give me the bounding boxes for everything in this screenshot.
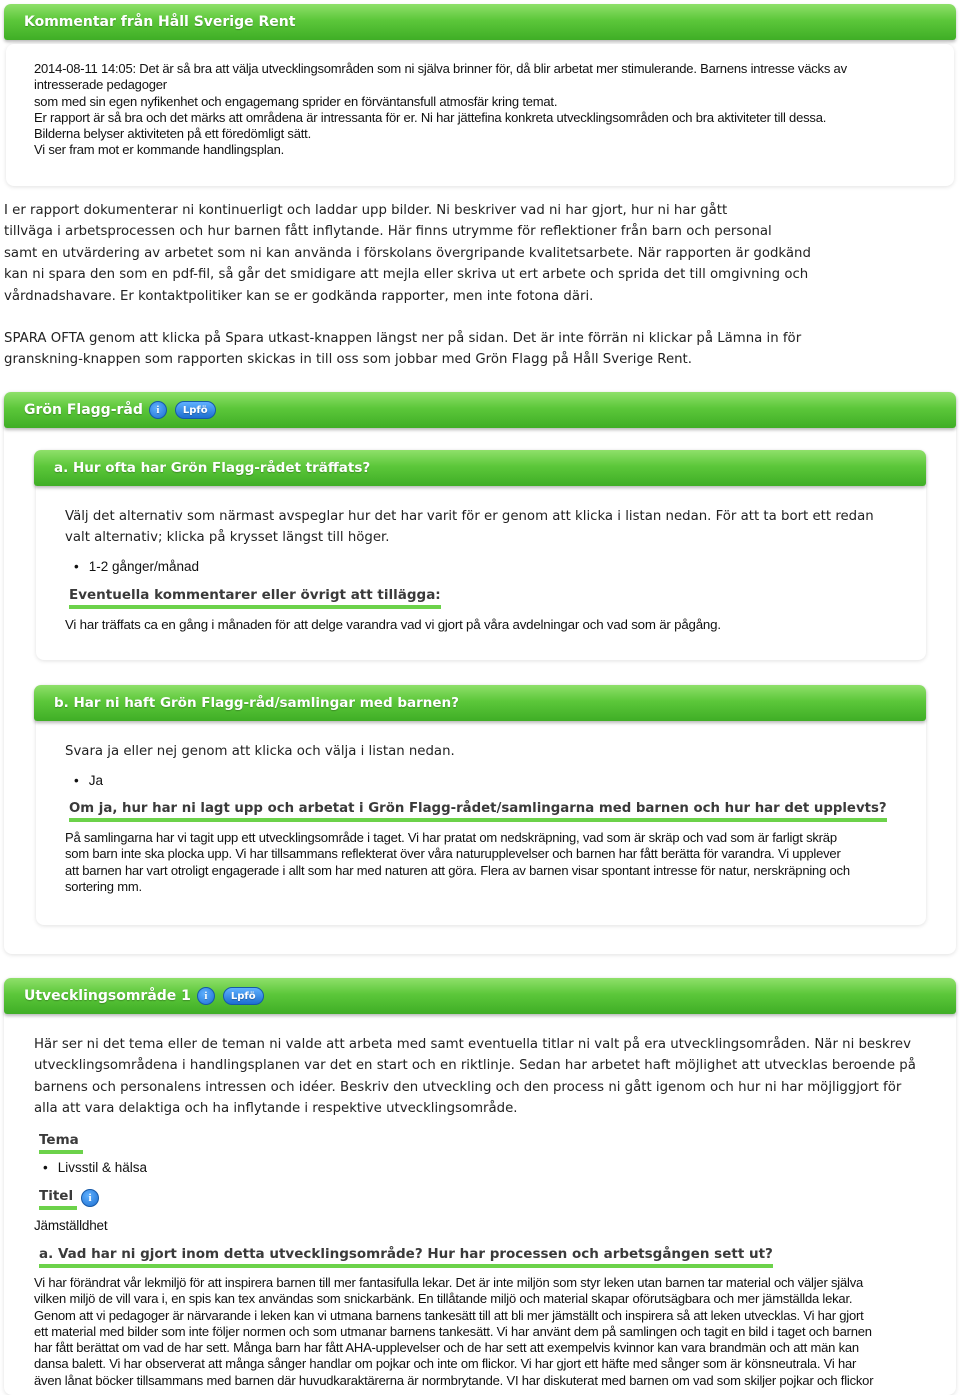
text-line: även lånat böcker tillsammans med barnen där huvudkaraktärerna är normbrytande. VI har diskuterat med barnen om vad som skiljer pojkar och flickor xyxy=(34,1372,874,1388)
comment-line: intresserade pedagoger xyxy=(34,77,167,93)
text-line: sortering mm. xyxy=(65,878,142,894)
text-line: Välj det alternativ som närmast avspeglar hur det har varit för er genom att klicka i listan nedan. För att ta bort ett redan xyxy=(65,509,874,524)
text-line: tillväga i arbetsprocessen och hur barnen fått inflytande. Här finns utrymme för reflektioner från barn och personal xyxy=(4,224,772,240)
selected-option[interactable]: • Ja xyxy=(74,773,103,788)
titel-label-text: Titel xyxy=(39,1188,74,1204)
lpfo-badge[interactable]: Lpfö xyxy=(175,401,216,419)
text-line: vårdnadshavare. Er kontaktpolitiker kan se er godkända rapporter, men inte fotona däri. xyxy=(4,288,594,304)
text-line: samt en utvärdering av arbetet som ni kan använda i förskolans övergripande kvalitetsarbete. När rapporten är godkänd xyxy=(4,245,811,261)
comment-line: Er rapport är så bra och det märks att områdena är intressanta för er. Ni har jättefina konkreta utvecklingsområden och bra aktiviteter till dessa. xyxy=(34,109,827,125)
section-header-kommentar xyxy=(4,4,956,40)
section-title: Grön Flagg-råd xyxy=(24,402,143,418)
text-line: utvecklingsområdena i handlingsplanen var det en start och en riktlinje. Sedan har arbetet haft möjlighet att utvecklas beroende på xyxy=(34,1058,916,1074)
comment-label: Eventuella kommentarer eller övrigt att tillägga: xyxy=(69,587,441,609)
text-line: valt alternativ; klicka på krysset längst till höger. xyxy=(65,530,390,546)
titel-label xyxy=(39,1188,77,1210)
text-line: har fått berättat om vad de har sett. Många barn har fått AHA-upplevelser och de har sett att exempelvis kvinnor kan vara brandmän och att män kan xyxy=(34,1340,859,1356)
intro-paragraph-2 xyxy=(4,328,954,371)
text-line: ett material med bilder som inte följer normen och som utmanar barnens tankesätt. Vi har använt dem på samlingen och tagit en bild i taget och barnen xyxy=(34,1323,872,1339)
text-line: I er rapport dokumenterar ni kontinuerligt och laddar upp bilder. Ni beskriver vad ni har gjort, hur ni har gått xyxy=(4,203,728,218)
comment-panel xyxy=(6,44,954,186)
question-title: a. Hur ofta har Grön Flagg-rådet träffats? xyxy=(54,460,371,476)
text-line: kan ni spara den som en pdf-fil, så går det smidigare att mejla eller skriva ut ert arbete och sprida det till omgivning och xyxy=(4,267,809,283)
utvecklingsomrade-intro xyxy=(34,1034,934,1120)
text-line: barnens och personalens intressen och idéer. Beskriv den utveckling och den process ni gått igenom och hur ni har möjliggjort för xyxy=(34,1079,902,1095)
text-line: att barnen har vart otroligt engagerade i allt som har med naturen att göra. Flera av barnen visar spontant intresse för natur, nerskräpning och xyxy=(65,862,850,878)
text-line: Vi har förändrat vår lekmiljö för att inspirera barnen till mer fantasifulla lekar. Det är inte miljön som styr leken utan barnen tar material och väljer själva xyxy=(34,1275,864,1290)
info-icon[interactable]: i xyxy=(149,401,167,419)
text-line: granskning-knappen som rapporten skickas in till oss som jobbar med Grön Flagg på Håll Sverige Rent. xyxy=(4,352,692,368)
comment-line: som med sin egen nyfikenhet och engagemang sprider en förväntansfull atmosfär kring temat. xyxy=(34,93,558,109)
titel-value: Jämställdhet xyxy=(34,1218,108,1233)
section-header-utvecklingsomrade xyxy=(4,978,956,1014)
selected-option[interactable]: • 1-2 gånger/månad xyxy=(74,559,199,574)
followup-label: Om ja, hur har ni lagt upp och arbetat i Grön Flagg-rådet/samlingarna med barnen och hur har det upplevts? xyxy=(69,801,887,822)
comment-text xyxy=(34,61,934,159)
info-icon[interactable]: i xyxy=(197,987,215,1005)
text-line: dansa balett. Vi har observerat att många sånger handlar om pojkar och inte om flickor. Vi har gjort ett häfte med sånger som är könsneutrala. Vi har xyxy=(34,1356,857,1372)
text-line: På samlingarna har vi tagit upp ett utvecklingsområde i taget. Vi har pratat om nedskräpning, vad som är skräp och vad som är farligt skräp xyxy=(65,830,837,845)
tema-label: Tema xyxy=(39,1132,83,1154)
question-b-header xyxy=(34,685,926,721)
tema-value: • Livsstil & hälsa xyxy=(43,1160,147,1175)
comment-line: 2014-08-11 14:05: Det är så bra att välja utvecklingsområden som ni själva brinner för, då blir arbetat mer stimulerande. Barnens intresse väcks av xyxy=(34,61,847,76)
titel-info-icon[interactable]: i xyxy=(81,1189,99,1207)
comment-value: Vi har träffats ca en gång i månaden för att delge varandra vad vi gjort på våra avdelningar och vad som är pågång. xyxy=(65,617,721,632)
question-a-header xyxy=(34,450,926,486)
text-line: Här ser ni det tema eller de teman ni valde att arbeta med samt eventuella titlar ni valt på era utvecklingsområden. När ni beskrev xyxy=(34,1037,911,1052)
question-a-instruction xyxy=(65,506,925,549)
intro-paragraph-1 xyxy=(4,200,954,307)
question-b-instruction: Svara ja eller nej genom att klicka och välja i listan nedan. xyxy=(65,744,455,759)
question-title: b. Har ni haft Grön Flagg-råd/samlingar med barnen? xyxy=(54,695,459,711)
text-line: alla att vara delaktiga och ha inflytande i respektive utvecklingsområde. xyxy=(34,1101,518,1117)
section-title: Kommentar från Håll Sverige Rent xyxy=(24,14,296,30)
text-line: vilken miljö de vill vara i, en spis kan tex användas som snickarbänk. En tillåtande miljö och material skapar oförutsägbara och mer jämställda lekar. xyxy=(34,1291,853,1307)
comment-line: Vi ser fram mot er kommande handlingsplan. xyxy=(34,142,285,158)
question-b-answer xyxy=(65,830,925,895)
lpfo-badge[interactable]: Lpfö xyxy=(223,987,264,1005)
process-answer xyxy=(34,1275,934,1389)
process-question: a. Vad har ni gjort inom detta utvecklingsområde? Hur har processen och arbetsgången sett ut? xyxy=(39,1246,773,1268)
comment-line: Bilderna belyser aktiviteten på ett föredömligt sätt. xyxy=(34,126,311,142)
section-header-gron-flagg-rad xyxy=(4,392,956,428)
text-line: SPARA OFTA genom att klicka på Spara utkast-knappen längst ner på sidan. Det är inte förrän ni klickar på Lämna in för xyxy=(4,331,802,346)
text-line: som barn inte ska plocka upp. Vi har tillsammans reflekterat över våra naturupplevelser och barnen har fått berätta för varandra. Vi upplever xyxy=(65,846,841,862)
text-line: Genom att vi pedagoger är närvarande i leken kan vi utmana barnens tankesätt till att bli mer jämställt och inspirera så att leken utvecklas. Vi har gjort xyxy=(34,1307,864,1323)
section-title: Utvecklingsområde 1 xyxy=(24,988,191,1004)
